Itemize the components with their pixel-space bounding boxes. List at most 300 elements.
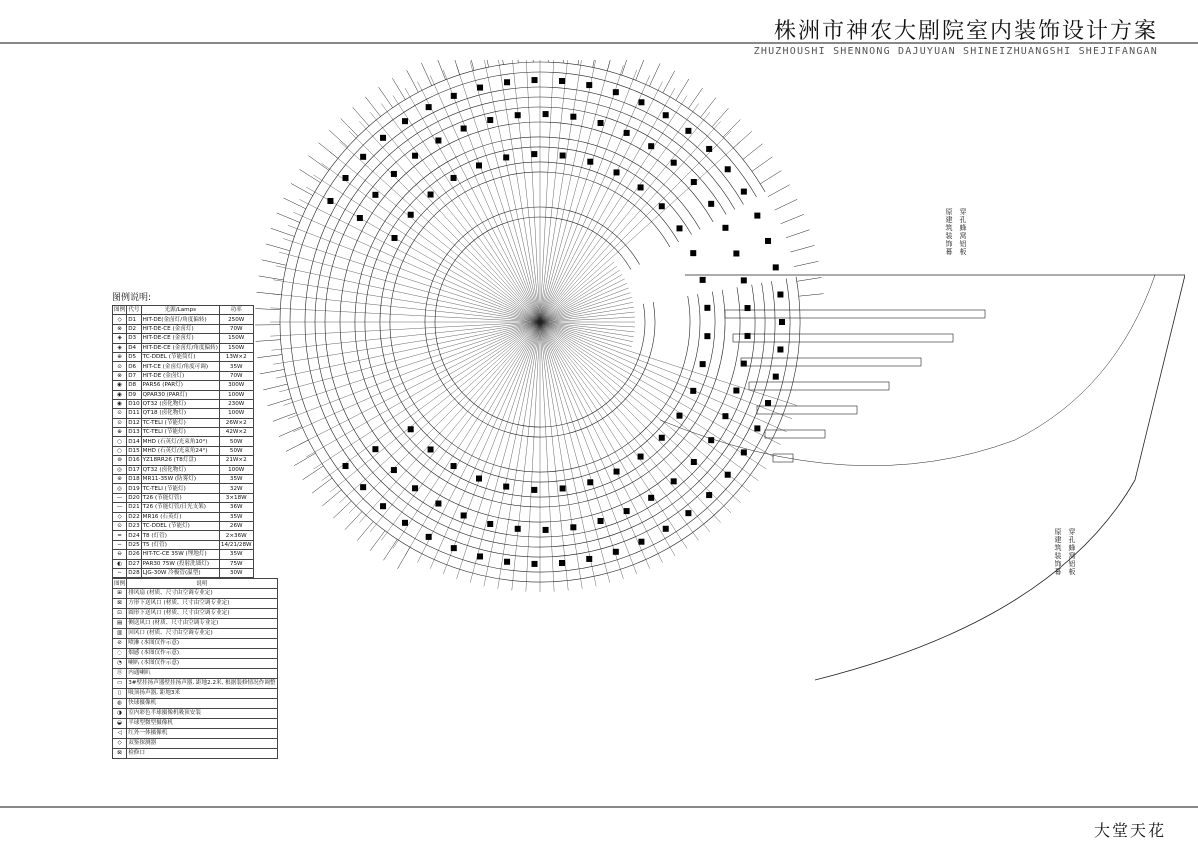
light-fixture: [392, 235, 398, 241]
device-legend-row: [113, 708, 278, 718]
lamp-symbol-icon: —: [113, 503, 127, 512]
outer-rib: [319, 143, 338, 159]
light-fixture: [587, 479, 593, 485]
light-fixture: [706, 492, 712, 498]
radial-ray: [540, 322, 797, 405]
light-fixture: [503, 154, 509, 160]
outer-rib: [268, 398, 292, 405]
device-description: 方形下送风口 (材质、尺寸由空调专业定): [127, 598, 277, 608]
outer-rib: [688, 88, 702, 109]
lamp-legend-row: [113, 568, 254, 577]
light-fixture: [372, 446, 378, 452]
outer-rib: [516, 60, 518, 63]
light-fixture: [587, 159, 593, 165]
radial-ray: [540, 322, 781, 445]
light-fixture: [531, 151, 537, 157]
light-fixture: [487, 117, 493, 123]
lamp-power: 36W: [219, 503, 253, 512]
lamp-power: 42W×2: [219, 428, 253, 437]
outer-rib: [723, 119, 741, 137]
light-fixture: [613, 549, 619, 555]
light-fixture: [704, 333, 710, 339]
radial-ray: [293, 322, 540, 432]
radial-ray: [293, 212, 540, 322]
lamp-symbol-icon: ⊕: [113, 352, 127, 361]
radial-ray: [540, 60, 568, 322]
device-description: 喷淋 (本图仅作示意): [127, 638, 277, 648]
radial-ray: [349, 322, 540, 513]
col-code-header: 代号: [128, 307, 140, 314]
light-fixture: [412, 153, 418, 159]
lamp-legend-row: [113, 381, 254, 390]
device-description: 室内彩色半球摄像机吸顶安装: [127, 708, 277, 718]
lamp-code: D10: [128, 401, 140, 408]
lamp-power: 100W: [219, 465, 253, 474]
lamp-code: D18: [128, 476, 140, 483]
col-desc-header: 说明: [127, 579, 277, 588]
lamp-code: D24: [128, 532, 140, 539]
light-fixture: [412, 485, 418, 491]
radial-ray: [540, 312, 634, 322]
lamp-power: 35W: [219, 512, 253, 521]
radial-ray: [540, 60, 596, 322]
upper-annotation-line2: 原建筑装饰幕: [945, 208, 953, 256]
light-fixture: [543, 527, 549, 533]
device-symbol-icon: ◍: [113, 698, 127, 708]
device-legend-table: [112, 578, 278, 758]
lamp-symbol-icon: ◎: [113, 484, 127, 493]
light-fixture: [777, 292, 783, 298]
lamp-symbol-icon: ◈: [113, 334, 127, 343]
outer-rib: [752, 157, 772, 171]
radial-ray: [417, 322, 540, 563]
outer-rib: [676, 79, 689, 100]
lamp-name: QT18 (卤化物灯): [141, 409, 219, 418]
light-fixture: [663, 112, 669, 118]
device-legend-row: [113, 598, 278, 608]
lamp-legend-row: [113, 512, 254, 521]
lamp-code: D26: [128, 551, 140, 558]
lamp-symbol-icon: ◇: [113, 315, 127, 324]
radial-ray: [299, 199, 540, 322]
light-fixture: [451, 545, 457, 551]
light-fixture: [691, 179, 697, 185]
radial-ray: [540, 60, 582, 322]
light-fixture: [408, 212, 414, 218]
radial-ray: [540, 302, 633, 322]
lamp-legend-row: [113, 456, 254, 465]
drawing-title: 株洲市神农大剧院室内装饰设计方案: [773, 19, 1158, 44]
light-fixture: [638, 454, 644, 460]
radial-ray: [540, 322, 766, 469]
outer-rib: [322, 490, 341, 506]
device-symbol-icon: ▤: [113, 618, 127, 628]
radial-ray: [540, 96, 687, 322]
lamp-power: 2×36W: [219, 531, 253, 540]
device-description: 回风口 (材质、尺寸由空调专业定): [127, 628, 277, 638]
outer-rib: [563, 60, 565, 63]
radial-ray: [540, 275, 622, 323]
light-fixture: [426, 534, 432, 540]
outer-rib: [452, 60, 460, 75]
device-legend-row: [113, 688, 278, 698]
lamp-legend-row: [113, 437, 254, 446]
lamp-legend-row: [113, 315, 254, 324]
radial-ray: [540, 75, 650, 322]
device-description: 喇叭 (本图仅作示意): [127, 658, 277, 668]
radial-ray: [314, 175, 540, 322]
lamp-name: MR16 (石英灯): [141, 512, 219, 521]
light-fixture: [685, 128, 691, 134]
device-legend-row: [113, 718, 278, 728]
light-fixture: [671, 160, 677, 166]
device-symbol-icon: ⊘: [113, 638, 127, 648]
light-fixture: [648, 143, 654, 149]
light-fixture: [690, 250, 696, 256]
light-fixture: [779, 319, 785, 325]
light-fixture: [586, 556, 592, 562]
device-legend-row: [113, 588, 278, 598]
lamp-code: D27: [128, 560, 140, 567]
radial-ray: [540, 322, 731, 513]
lamp-legend-row: [113, 550, 254, 559]
footer-rule: [0, 806, 1198, 808]
device-legend-row: [113, 618, 278, 628]
lamp-power: 300W: [219, 381, 253, 390]
lamp-code: D1: [127, 315, 141, 324]
outer-rib: [436, 60, 445, 80]
light-fixture: [477, 85, 483, 91]
lamp-name: MHD (石英灯/光束角10°): [141, 437, 219, 446]
device-legend-row: [113, 698, 278, 708]
lamp-symbol-icon: ⊙: [113, 362, 127, 371]
lamp-legend-row: [113, 334, 254, 343]
lamp-code: D28: [128, 570, 140, 577]
light-fixture: [476, 162, 482, 168]
light-fixture: [725, 472, 731, 478]
light-fixture: [428, 446, 434, 452]
lamp-symbol-icon: ◈: [113, 343, 127, 352]
device-description: 红外一体摄像机: [127, 728, 277, 738]
light-fixture: [648, 495, 654, 501]
lamp-symbol-icon: ⊙: [113, 521, 127, 530]
radial-ray: [540, 81, 663, 322]
radial-ray: [430, 75, 540, 322]
device-legend-row: [113, 658, 278, 668]
light-fixture: [706, 146, 712, 152]
lamp-legend-row: [113, 324, 254, 333]
light-fixture: [765, 400, 771, 406]
light-fixture: [531, 487, 537, 493]
outer-rib: [649, 63, 660, 86]
light-fixture: [357, 215, 363, 221]
radial-ray: [430, 322, 540, 569]
lamp-legend-row: [113, 446, 254, 455]
light-fixture: [360, 154, 366, 160]
device-symbol-icon: ◒: [113, 718, 127, 728]
light-fixture: [451, 463, 457, 469]
radial-ray: [526, 60, 540, 322]
lamp-power: 150W: [219, 343, 253, 352]
outer-rib: [500, 60, 504, 65]
outer-rib: [263, 384, 287, 390]
lamp-legend-row: [113, 503, 254, 512]
lamp-symbol-icon: ◉: [113, 381, 127, 390]
outer-rib: [283, 198, 306, 209]
legend-title: 图例说明:: [112, 293, 152, 303]
light-fixture: [624, 508, 630, 514]
ceiling-strip: [733, 334, 953, 342]
lamp-legend-row: [113, 390, 254, 399]
device-legend-row: [113, 668, 278, 678]
light-fixture: [725, 166, 731, 172]
device-legend-row: [113, 638, 278, 648]
lamp-code: D2: [127, 324, 141, 333]
device-symbol-icon: ◇: [113, 738, 127, 748]
lamp-symbol-icon: ⊕: [113, 428, 127, 437]
lamp-power: 50W: [219, 446, 253, 455]
light-fixture: [676, 413, 682, 419]
light-fixture: [691, 459, 697, 465]
device-symbol-icon: ▭: [113, 678, 127, 688]
light-fixture: [773, 374, 779, 380]
light-fixture: [391, 171, 397, 177]
lamp-code: D9: [127, 390, 141, 399]
device-symbol-icon: ◑: [113, 708, 127, 718]
lamp-symbol-icon: ─: [113, 568, 127, 577]
radial-ray: [540, 322, 633, 342]
lamp-symbol-icon: ○: [113, 437, 127, 446]
radial-ray: [540, 60, 554, 322]
device-symbol-icon: ◁: [113, 728, 127, 738]
light-fixture: [435, 137, 441, 143]
light-fixture: [543, 111, 549, 117]
outer-rib: [370, 531, 385, 551]
lamp-legend-row: [113, 352, 254, 361]
outer-rib: [794, 261, 818, 266]
lamp-code: D15: [128, 448, 140, 455]
outer-rib: [384, 539, 398, 560]
lamp-name: LJG-30W 冷极管(温型): [141, 568, 219, 577]
lamp-code: D23: [128, 523, 140, 530]
outer-rib: [392, 78, 405, 99]
radial-ray: [540, 279, 625, 322]
outer-rib: [309, 156, 329, 171]
light-fixture: [559, 560, 565, 566]
lamp-symbol-icon: ⊛: [113, 475, 127, 484]
outer-rib: [256, 340, 281, 342]
light-fixture: [733, 388, 739, 394]
lamp-name: HIT-CE (金卤灯/角度可调): [141, 362, 219, 371]
outer-rib: [303, 466, 324, 480]
radial-ray: [540, 322, 554, 592]
light-fixture: [402, 520, 408, 526]
lamp-code: D11: [128, 410, 140, 417]
outer-rib: [255, 309, 280, 310]
outer-rib: [781, 214, 804, 223]
light-fixture: [477, 553, 483, 559]
outer-rib: [636, 60, 645, 80]
lamp-legend-row: [113, 521, 254, 530]
radial-ray: [276, 322, 540, 378]
device-symbol-icon: ◔: [113, 658, 127, 668]
radial-ray: [270, 308, 540, 322]
light-fixture: [451, 175, 457, 181]
light-fixture: [343, 175, 349, 181]
light-fixture: [598, 120, 604, 126]
radial-ray: [288, 225, 540, 322]
device-description: 排风扇 (材质、尺寸由空调专业定): [127, 588, 277, 598]
lamp-power: 3×18W: [219, 493, 253, 502]
device-symbol-icon: ⊡: [113, 608, 127, 618]
lamp-name: PAR30 75W (投射洗墙灯): [141, 559, 219, 568]
lamp-name: HIT-DE (金卤灯): [141, 371, 219, 380]
lamp-power: 35W: [219, 362, 253, 371]
light-fixture: [408, 426, 414, 432]
light-fixture: [613, 89, 619, 95]
radial-ray: [540, 283, 627, 322]
lamp-code: D19: [128, 485, 140, 492]
lamp-code: D13: [128, 429, 140, 436]
lamp-power: 30W: [219, 568, 253, 577]
sheet-name: 大堂天花: [1093, 821, 1166, 840]
lamp-symbol-icon: ○: [113, 446, 127, 455]
lamp-legend-row: [113, 428, 254, 437]
lamp-name: HIT-DE-CE (金卤灯): [141, 324, 219, 333]
light-fixture: [343, 463, 349, 469]
light-fixture: [372, 192, 378, 198]
light-fixture: [676, 225, 682, 231]
lamp-legend-row: [113, 362, 254, 371]
light-fixture: [708, 201, 714, 207]
radial-ray: [457, 65, 540, 322]
outer-rib: [797, 277, 822, 281]
light-fixture: [380, 135, 386, 141]
col-icon-header: 图例: [114, 307, 126, 314]
outer-rib: [260, 369, 285, 374]
outer-rib: [266, 244, 290, 251]
light-fixture: [586, 82, 592, 88]
lamp-legend-row: [113, 493, 254, 502]
lamp-power: 100W: [219, 409, 253, 418]
device-description: 双鉴探测器: [127, 738, 277, 748]
light-fixture: [570, 524, 576, 530]
lamp-symbol-icon: ⊙: [113, 409, 127, 418]
outer-rib: [786, 230, 810, 238]
lamp-symbol-icon: ─: [113, 540, 127, 549]
lamp-code: D20: [128, 495, 140, 501]
light-fixture: [700, 361, 706, 367]
lamp-code: D22: [128, 513, 140, 520]
ceiling-strip: [749, 382, 889, 390]
radial-ray: [540, 322, 623, 579]
ceiling-strip: [741, 358, 921, 366]
lamp-name: TC-TELI (节能灯): [141, 418, 219, 427]
lamp-code: D5: [127, 352, 141, 361]
radial-ray: [417, 81, 540, 322]
lamp-name: MHD (石英灯/光束角24°): [141, 446, 219, 455]
light-fixture: [722, 413, 728, 419]
radial-ray: [512, 60, 540, 322]
legend-panel: [112, 290, 276, 759]
light-fixture: [659, 203, 665, 209]
lamp-legend-row: [113, 465, 254, 474]
device-description: 快球摄像机: [127, 698, 277, 708]
light-fixture: [765, 238, 771, 244]
lamp-name: QT32 (卤化物灯): [141, 465, 219, 474]
lamp-name: T26 (节能灯管): [141, 493, 219, 502]
ceiling-strip: [725, 310, 985, 318]
lamp-power: 70W: [219, 324, 253, 333]
light-fixture: [659, 435, 665, 441]
radial-ray: [271, 294, 540, 322]
device-legend-row: [113, 648, 278, 658]
radial-ray: [405, 88, 540, 322]
light-fixture: [624, 130, 630, 136]
lamp-power: 14/21/28W: [220, 541, 252, 548]
lamp-name: HIT-TC-CE 35W (埋地灯): [141, 550, 219, 559]
lamp-power: 21W×2: [219, 456, 253, 465]
col-icon-header: 图例: [114, 580, 126, 587]
outer-rib: [663, 71, 675, 93]
light-fixture: [638, 184, 644, 190]
light-fixture: [560, 485, 566, 491]
lamp-code: D16: [128, 457, 140, 464]
outer-rib: [345, 512, 362, 530]
radial-ray: [484, 322, 540, 586]
outer-rib: [262, 260, 286, 265]
lamp-legend-row: [113, 484, 254, 493]
light-fixture: [685, 510, 691, 516]
outer-rib: [733, 131, 752, 148]
device-symbol-icon: ⊠: [113, 598, 127, 608]
radial-ray: [540, 322, 741, 503]
lamp-code: D17: [128, 466, 140, 473]
radial-ray: [540, 104, 699, 322]
lamp-code: D6: [127, 362, 141, 371]
outer-rib: [607, 60, 613, 71]
lamp-name: TC-DDEL (节能筒灯): [141, 352, 219, 361]
radial-ray: [540, 322, 596, 586]
device-description: 圆形下送风口 (材质、尺寸由空调专业定): [127, 608, 277, 618]
light-fixture: [773, 264, 779, 270]
lamp-legend-row: [113, 540, 254, 549]
light-fixture: [391, 467, 397, 473]
lamp-power: 35W: [219, 475, 253, 484]
lamp-legend-row: [113, 418, 254, 427]
col-lamp-header: 光源/Lamps: [141, 306, 219, 315]
light-fixture: [741, 449, 747, 455]
lamp-legend-row: [113, 371, 254, 380]
light-fixture: [690, 388, 696, 394]
light-fixture: [614, 469, 620, 475]
outer-rib: [790, 245, 814, 252]
light-fixture: [380, 503, 386, 509]
light-fixture: [733, 250, 739, 256]
radial-ray: [540, 322, 792, 419]
ceiling-plan-drawing: [255, 60, 1185, 700]
outer-rib: [257, 292, 282, 295]
light-fixture: [741, 189, 747, 195]
light-fixture: [461, 126, 467, 132]
light-fixture: [704, 305, 710, 311]
lamp-legend-header: [113, 306, 254, 315]
lamp-code: D25: [128, 541, 140, 548]
lamp-name: T5 (灯管): [141, 540, 219, 549]
light-fixture: [570, 114, 576, 120]
outer-rib: [548, 60, 549, 62]
outer-rib: [279, 427, 302, 437]
